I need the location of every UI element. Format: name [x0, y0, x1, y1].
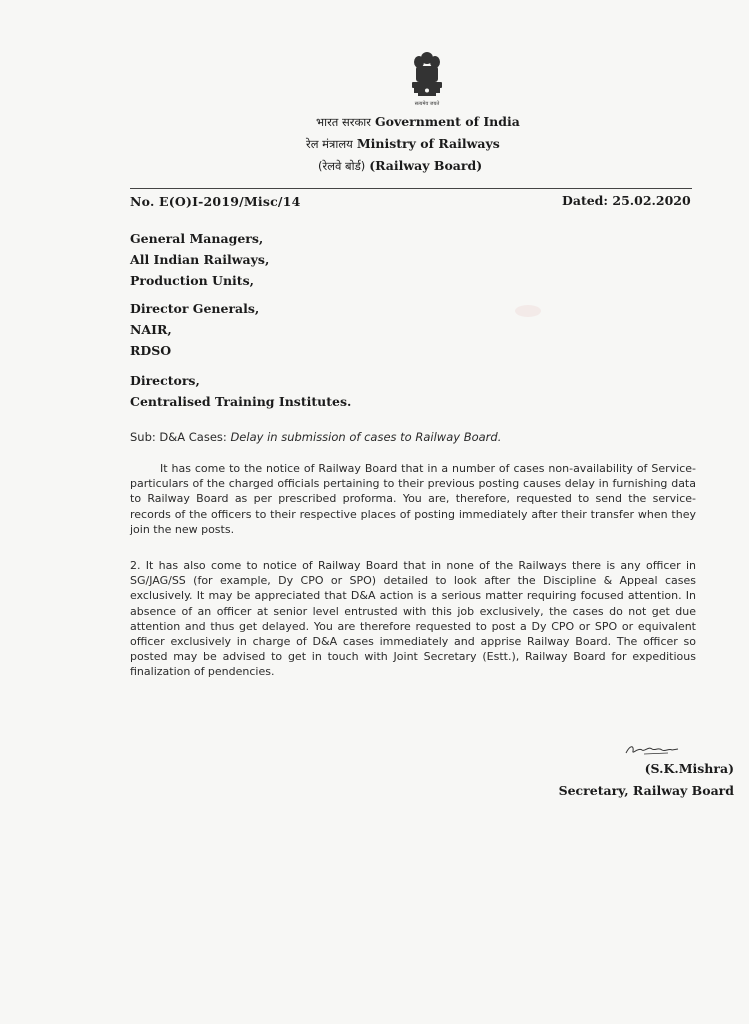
- reference-number: No. E(O)I-2019/Misc/14: [130, 194, 301, 209]
- addressee-line: Director Generals,: [130, 301, 260, 316]
- signatory-name: (S.K.Mishra): [644, 761, 734, 776]
- reference-date: Dated: 25.02.2020: [562, 193, 691, 208]
- addressee-line: General Managers,: [130, 231, 264, 246]
- addressee-line: Production Units,: [130, 273, 254, 288]
- subject-text: Delay in submission of cases to Railway Board.: [230, 430, 502, 444]
- paper-smudge: [515, 305, 541, 317]
- handwritten-signature: [624, 741, 680, 759]
- addressee-group-directors: [130, 370, 351, 412]
- subject-line: [130, 430, 501, 444]
- header-board-english: (Railway Board): [369, 158, 483, 173]
- addressee-line: Directors,: [130, 373, 200, 388]
- header-line-board: [318, 158, 578, 174]
- emblem-caption: सत्यमेव जयते: [414, 101, 440, 107]
- header-board-hindi: (रेलवे बोर्ड): [318, 159, 366, 173]
- header-line-ministry: [306, 136, 566, 152]
- body-paragraph-1: It has come to the notice of Railway Board that in a number of cases non-availability of Service-particulars of the charged officials pertaining to their previous posting causes delay in furnishing data to Railway Board as per prescribed proforma. You are, therefore, requested to send the service-records of the officers to their respective places of posting immediately after their transfer when they join the new posts.: [130, 462, 696, 536]
- addressee-line: Centralised Training Institutes.: [130, 394, 352, 409]
- header-ministry-hindi: रेल मंत्रालय: [306, 137, 353, 151]
- addressee-line: NAIR,: [130, 322, 172, 337]
- addressee-line: All Indian Railways,: [130, 252, 270, 267]
- header-govt-english: Government of India: [374, 114, 520, 129]
- body-paragraph-2: 2. It has also come to notice of Railway Board that in none of the Railways there is any officer in SG/JAG/SS (for example, Dy CPO or SPO) detailed to look after the Discipline & Appeal cases exclusively. It may be appreciated that D&A action is a serious matter requiring focused attention. In absence of an officer at senior level entrusted with this job exclusively, the cases do not get due attention and thus get delayed. You are therefore requested to post a Dy CPO or SPO or equivalent officer exclusively in charge of D&A cases immediately and apprise Railway Board. The officer so posted may be advised to get in touch with Joint Secretary (Estt.), Railway Board for expeditious finalization of pendencies.: [130, 559, 696, 679]
- addressee-group-dg: [130, 298, 259, 361]
- subject-prefix: Sub: D&A Cases:: [130, 430, 231, 444]
- signatory-designation: Secretary, Railway Board: [558, 783, 734, 798]
- national-emblem-icon: [404, 48, 450, 110]
- addressee-group-gm: [130, 228, 269, 291]
- header-divider: [130, 188, 692, 189]
- header-ministry-english: Ministry of Railways: [356, 136, 500, 151]
- addressee-line: RDSO: [130, 343, 172, 358]
- header-govt-hindi: भारत सरकार: [316, 115, 371, 129]
- header-line-govt: [316, 114, 576, 130]
